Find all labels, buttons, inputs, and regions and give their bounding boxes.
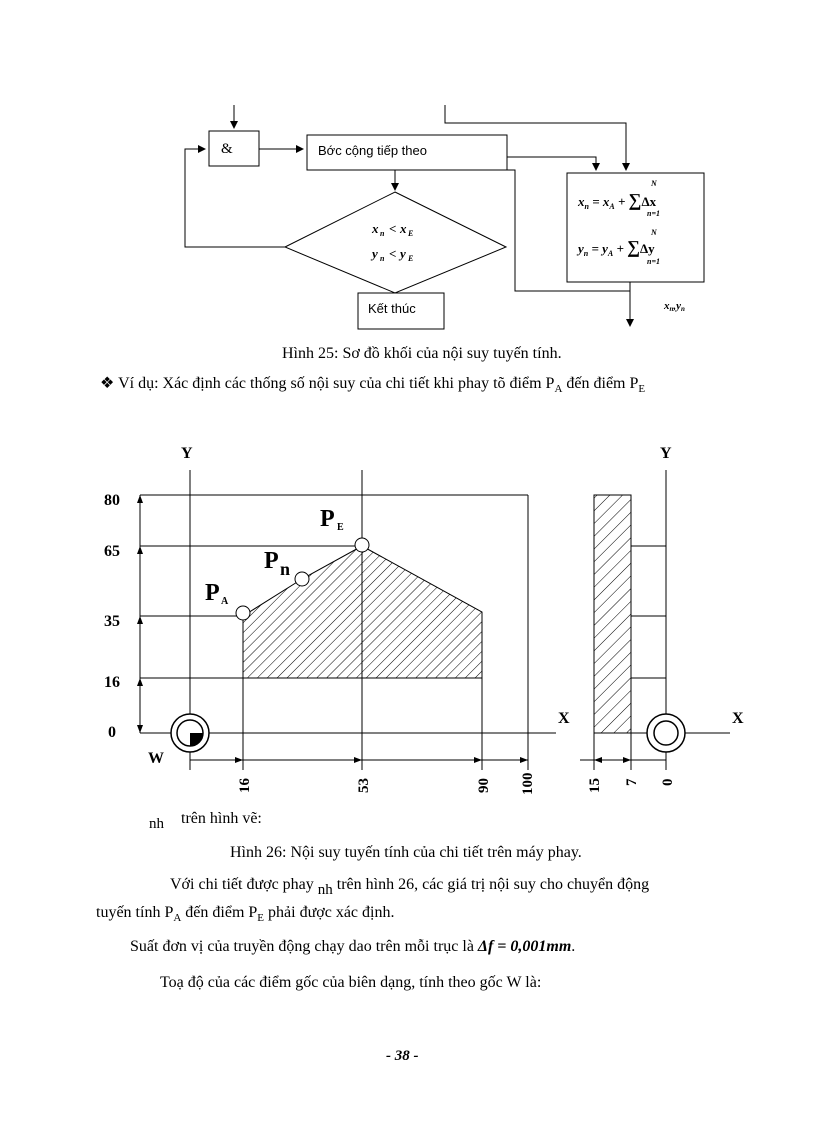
x-axis-label: X: [558, 710, 570, 727]
figure-note: trên hình vẽ:: [181, 810, 262, 827]
formula-y: $y_n = y_A + \sum\Delta y$: [578, 237, 655, 258]
pa-sub: A: [221, 596, 229, 607]
y-tick-65: 65: [104, 543, 120, 560]
part-profile: [243, 546, 482, 678]
sum-top-2: N: [651, 228, 657, 237]
x-tick-100: 100: [520, 772, 536, 795]
point-pa: [236, 606, 250, 620]
para2-formula: Δf = 0,001mm: [477, 938, 572, 955]
and-box: [209, 131, 259, 166]
para1-d: đến điểm P: [181, 904, 258, 921]
y-axis-label: Y: [181, 445, 193, 462]
pn-sub: n: [280, 559, 291, 579]
para1-a: Với chi tiết được phay: [170, 876, 314, 893]
y-tick-80: 80: [104, 492, 120, 509]
sum-bottom-2: n=1: [647, 257, 661, 266]
side-view-part: [594, 495, 631, 733]
stray-nh: nh: [149, 816, 164, 832]
para2-text: Suất đơn vị của truyền động chạy dao trên mỗi trục là: [130, 938, 474, 955]
output-label: xn,yn: [664, 300, 685, 313]
para1-b: trên hình 26, các giá trị nội suy cho chuyển động: [336, 876, 650, 893]
x-tick-90: 90: [476, 778, 492, 793]
formula-x: $x_n = x_A + \sum\Delta x$: [578, 190, 657, 211]
flowchart-diagram: [0, 0, 816, 350]
y-tick-35: 35: [104, 613, 120, 630]
origin-label: W: [148, 750, 164, 767]
para1-sub-e: E: [257, 912, 265, 925]
caption-figure-26: Hình 26: Nội suy tuyến tính của chi tiết trên máy phay.: [230, 844, 582, 861]
side-y-axis-label: Y: [660, 445, 672, 462]
bullet-icon: ❖: [100, 375, 115, 392]
step-label: Bớc cộng tiếp theo: [318, 143, 427, 158]
para1-line1: [170, 876, 650, 898]
example-prefix: Ví dụ: Xác định các thống số nội suy của chi tiết khi phay tõ điểm P: [118, 375, 555, 392]
side-tick-7: 7: [624, 778, 640, 786]
para1-e: phải được xác định.: [264, 904, 395, 921]
and-label: &: [221, 141, 233, 157]
cond-y-n: y: [372, 246, 378, 261]
side-tick-0: 0: [660, 778, 676, 786]
side-tick-15: 15: [587, 778, 603, 793]
cond-ye: y: [400, 246, 406, 261]
para1-c: tuyến tính P: [96, 904, 174, 921]
sum-top-1: N: [651, 179, 657, 188]
para2-end: .: [571, 938, 576, 955]
cond-lt-2: <: [389, 246, 397, 261]
point-pe: [355, 538, 369, 552]
x-tick-16: 16: [237, 778, 253, 793]
pn-label: P: [264, 548, 279, 574]
cond-x-n: x: [372, 221, 379, 236]
caption-figure-25: Hình 25: Sơ đồ khối của nội suy tuyến tính.: [282, 345, 562, 362]
pa-label: P: [205, 580, 220, 606]
side-x-axis-label: X: [732, 710, 744, 727]
cond-lt-1: <: [389, 221, 397, 236]
para3: Toạ độ của các điểm gốc của biên dạng, tính theo gốc W là:: [160, 974, 542, 991]
end-label: Kết thúc: [368, 301, 416, 316]
y-tick-16: 16: [104, 674, 120, 691]
cond-y-sub: n: [380, 254, 385, 263]
cond-xe: x: [400, 221, 407, 236]
pe-sub: E: [337, 522, 344, 533]
condition-diamond: [285, 192, 506, 293]
cond-xe-sub: E: [408, 229, 414, 238]
cond-x-sub: n: [380, 229, 385, 238]
x-tick-53: 53: [356, 778, 372, 793]
example-sub-a: A: [554, 383, 563, 396]
example-sub-e: E: [638, 383, 646, 396]
side-origin-symbol: [647, 714, 685, 752]
pe-label: P: [320, 506, 335, 532]
page-number: - 38 -: [386, 1048, 419, 1064]
para1-nh: nh: [317, 882, 333, 898]
example-mid: đến điểm P: [562, 375, 639, 392]
point-pn: [295, 572, 309, 586]
para2: [130, 938, 575, 956]
origin-symbol: [171, 714, 209, 752]
para1-sub-a: A: [173, 912, 182, 925]
y-tick-0: 0: [108, 724, 116, 741]
milling-drawing: [0, 430, 816, 810]
example-line: [100, 373, 760, 395]
sum-bottom-1: n=1: [647, 209, 661, 218]
cond-ye-sub: E: [408, 254, 414, 263]
para1-line2: [96, 904, 394, 924]
